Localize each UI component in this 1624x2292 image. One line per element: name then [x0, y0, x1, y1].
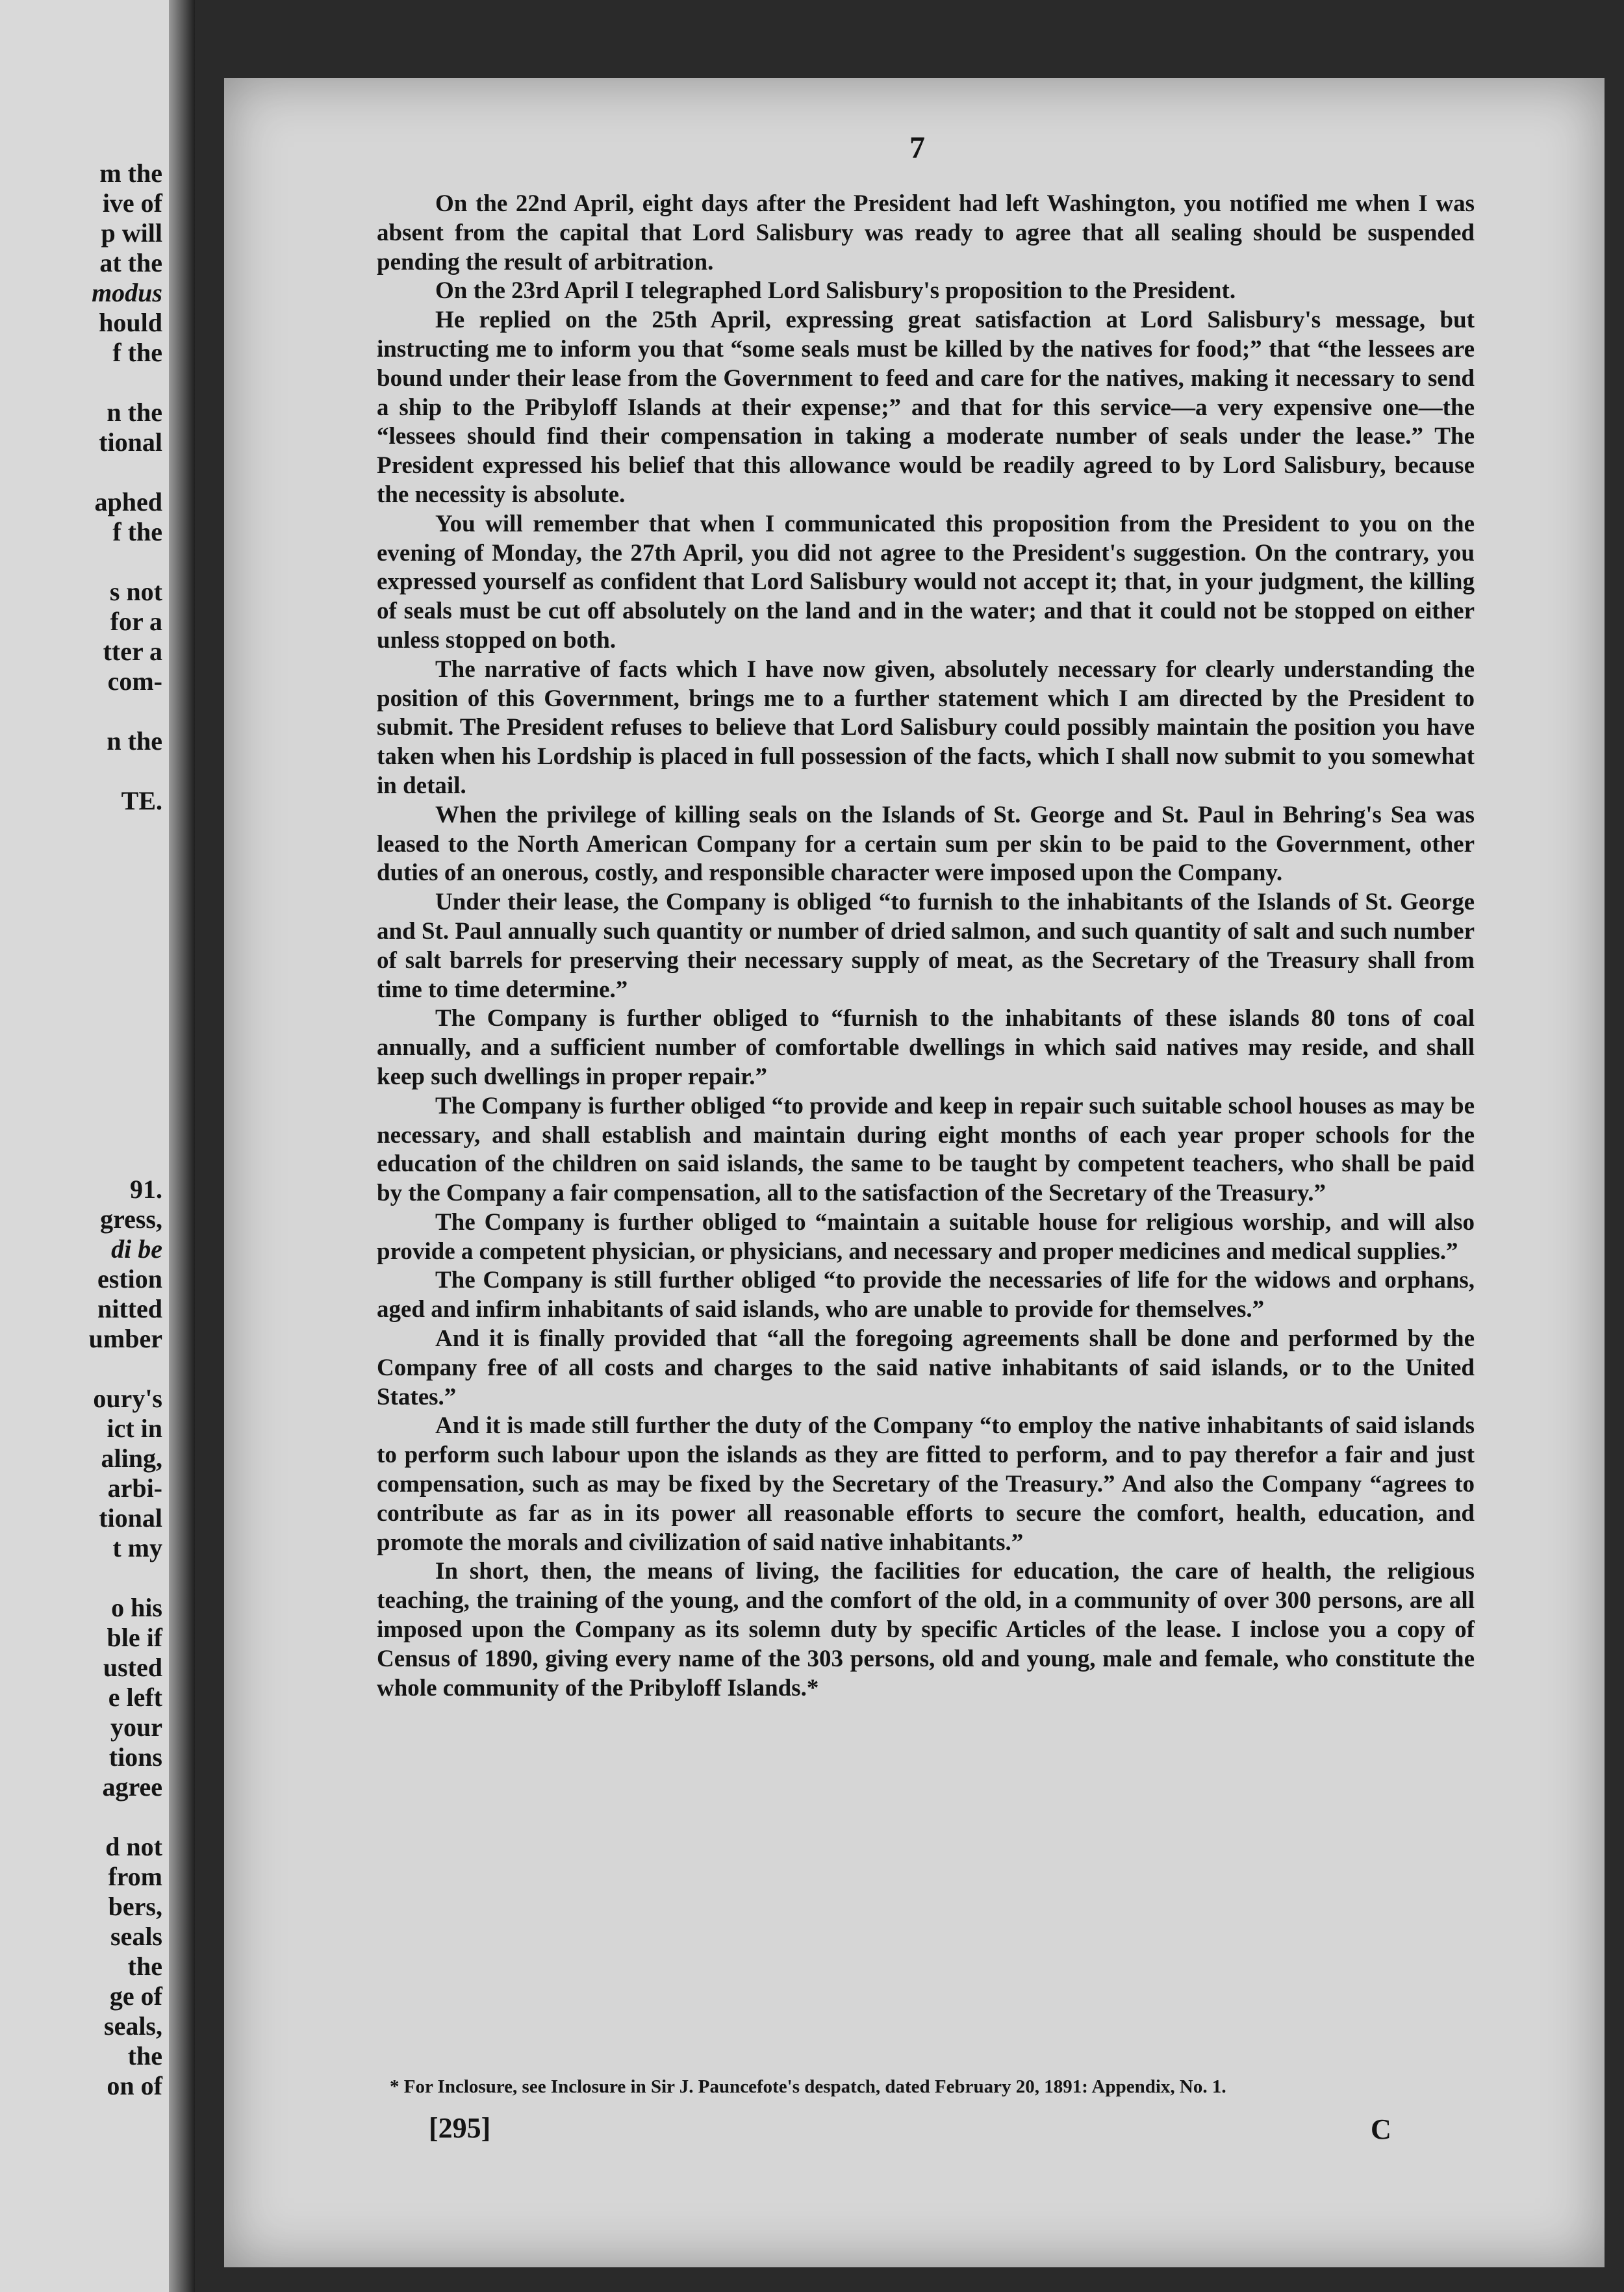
facing-page-fragment: your [110, 1713, 162, 1742]
facing-page-fragment: m the [99, 159, 162, 188]
paragraph: The Company is still further obliged “to provide the necessaries of life for the widows and orphans, aged and infirm inhabitants of said islands, who are unable to provide for themselves.” [377, 1267, 1475, 1323]
facing-page-fragment: bers, [108, 1892, 162, 1921]
facing-page-fragment: p will [101, 218, 162, 248]
facing-page-fragment: for a [110, 607, 162, 636]
facing-page-fragment: nitted [97, 1294, 162, 1323]
facing-page-fragment: tions [108, 1742, 162, 1772]
paragraph: The Company is further obliged to “furnish to the inhabitants of these islands 80 tons of coal annually, and a sufficient number of comfortable dwellings in which said natives may reside, and shall keep such dwellings in proper repair.” [377, 1005, 1475, 1090]
paragraph: He replied on the 25th April, expressing great satisfaction at Lord Salisbury's message, but instructing me to inform you that “some seals must be killed by the natives for food;” that “the lessees are bound under their lease from the Government to feed and care for the natives, making it necessary to send a ship to the Pribyloff Islands at their expense;” and that for this service—a very expensive one—the “lessees should find their compensation in taking a moderate number of seals under the lease.” The President expressed his belief that this allowance would be readily agreed to by Lord Salisbury, because the necessity is absolute. [377, 307, 1475, 508]
body-text [377, 190, 1475, 1703]
paragraph: The Company is further obliged to “maintain a suitable house for religious worship, and will also provide a competent physician, or physicians, and necessary and proper medicines and medical supplies.” [377, 1208, 1475, 1265]
facing-page-fragment: tional [99, 427, 162, 457]
facing-page-fragment: f the [112, 338, 162, 367]
facing-page [0, 0, 195, 2292]
facing-page-fragment: seals, [104, 2011, 162, 2041]
facing-page-fragment: ict in [107, 1414, 162, 1443]
facing-page-fragment: ble if [107, 1623, 162, 1652]
facing-page-fragment: e left [108, 1683, 162, 1712]
facing-page-fragment: agree [102, 1772, 162, 1802]
facing-page-fragment: usted [103, 1653, 162, 1682]
facing-page-fragment: n the [107, 398, 162, 427]
facing-page-fragment: aphed [94, 487, 162, 516]
facing-page-fragment: on of [107, 2071, 162, 2100]
page-gutter [169, 0, 195, 2292]
paragraph: On the 23rd April I telegraphed Lord Salisbury's proposition to the President. [435, 277, 1236, 305]
facing-page-fragment: modus [92, 278, 162, 307]
facing-page-fragment: s not [109, 577, 162, 606]
facing-page-fragment: the [127, 1952, 162, 1981]
facing-page-fragment: d not [105, 1832, 162, 1861]
facing-page-fragment: seals [110, 1922, 162, 1951]
facing-page-fragment: di be [111, 1234, 162, 1264]
facing-page-fragment: hould [99, 308, 162, 337]
facing-page-fragment: tional [99, 1503, 162, 1533]
paragraph: You will remember that when I communicated this proposition from the President to you on the evening of Monday, the 27th April, you did not agree to the President's suggestion. On the contrary, you expressed yourself as confident that Lord Salisbury would not accept it; that, in your judgment, the killing of seals must be cut off absolutely on the land and in the water; and that it could not be stopped on either unless stopped on both. [377, 510, 1475, 654]
facing-page-fragment: tter a [103, 637, 162, 666]
footnote: * For Inclosure, see Inclosure in Sir J. Pauncefote's despatch, dated February 20, 1891: Appendix, No. 1. [390, 2076, 1226, 2097]
facing-page-fragment: t my [112, 1533, 162, 1562]
paragraph: On the 22nd April, eight days after the President had left Washington, you notified me when I was absent from the capital that Lord Salisbury was ready to agree that all sealing should be suspended pending the result of arbitration. [377, 190, 1475, 275]
facing-page-fragment: oury's [93, 1384, 162, 1413]
signature-mark: [295] [429, 2112, 491, 2144]
paragraph: When the privilege of killing seals on the Islands of St. George and St. Paul in Behring's Sea was leased to the North American Company for a certain sum per skin to be paid to the Government, other duties of an onerous, costly, and responsible character were imposed upon the Company. [377, 801, 1475, 887]
paragraph: The Company is further obliged “to provide and keep in repair such suitable school houses as may be necessary, and shall establish and maintain during eight months of each year proper schools for the education of the children on said islands, the same to be taught by competent teachers, who shall be paid by the Company a fair compensation, all to the satisfaction of the Secretary of the Treasury.” [377, 1092, 1475, 1207]
facing-page-fragment: f the [112, 517, 162, 546]
facing-page-fragment: from [108, 1862, 162, 1891]
facing-page-fragment: arbi- [107, 1473, 162, 1503]
paragraph: Under their lease, the Company is obliged “to furnish to the inhabitants of the Islands of St. George and St. Paul annually such quantity or number of dried salmon, and such quantity of salt and such number of salt barrels for preserving their necessary supply of meat, as the Secretary of the Treasury shall from time to time determine.” [377, 889, 1475, 1003]
paragraph: The narrative of facts which I have now given, absolutely necessary for clearly understanding the position of this Government, brings me to a further statement which I am directed by the President to submit. The President refuses to believe that Lord Salisbury could possibly maintain the position you have taken when his Lordship is placed in full possession of the facts, which I shall now submit to you somewhat in detail. [377, 656, 1475, 799]
facing-page-fragment: ge of [109, 1981, 162, 2011]
paragraph: In short, then, the means of living, the facilities for education, the care of health, the religious teaching, the training of the young, and the comfort of the old, in a community of over 300 persons, are all imposed upon the Company as its solemn duty by specific Articles of the lease. I inclose you a copy of Census of 1890, giving every name of the 303 persons, old and young, male and female, who constitute the whole community of the Pribyloff Islands.* [377, 1558, 1475, 1701]
facing-page-fragment: com- [107, 667, 162, 696]
paragraph: And it is finally provided that “all the foregoing agreements shall be done and performed by the Company free of all costs and charges to the said native inhabitants of said islands, or to the United States.” [377, 1325, 1475, 1410]
facing-page-fragment: the [127, 2041, 162, 2070]
facing-page-fragment: umber [88, 1324, 162, 1353]
facing-page-fragment: 91. [130, 1175, 162, 1204]
page-number: 7 [909, 131, 925, 165]
facing-page-fragment: n the [107, 726, 162, 756]
sheet-letter: C [1371, 2113, 1391, 2145]
facing-page-fragment: at the [99, 248, 162, 277]
facing-page-fragment: gress, [100, 1204, 162, 1234]
paragraph: And it is made still further the duty of the Company “to employ the native inhabitants of said islands to perform such labour upon the islands as they are fitted to perform, and to pay therefor a fair and just compensation, such as may be fixed by the Secretary of the Treasury.” And also the Company “agrees to contribute as far as in its power all reasonable efforts to secure the comfort, health, education, and promote the morals and civilization of said native inhabitants.” [377, 1412, 1475, 1556]
facing-page-fragment: estion [97, 1264, 162, 1293]
facing-page-fragment: ive of [102, 188, 162, 218]
facing-page-fragment: o his [111, 1593, 162, 1622]
facing-page-fragment: aling, [101, 1444, 162, 1473]
facing-page-fragment: TE. [121, 786, 162, 815]
